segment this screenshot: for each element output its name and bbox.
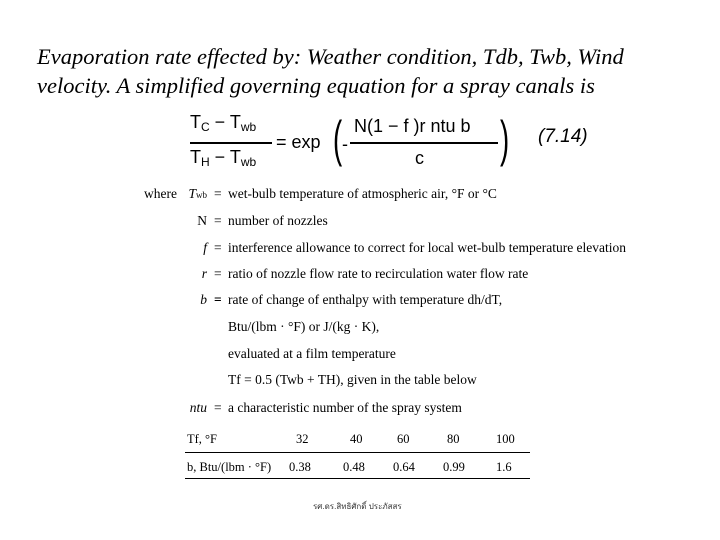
definition-f: interference allowance to correct for local wet-bulb temperature elevation <box>228 240 627 255</box>
intro-line-1: Evaporation rate effected by: Weather condition, Tdb, Twb, Wind <box>37 44 624 69</box>
right-paren: ) <box>500 111 510 167</box>
symbol-n: N <box>197 213 207 228</box>
definition-film-temperature: Tf = 0.5 (Twb + TH), given in the table below <box>228 372 477 387</box>
table-header-value: 40 <box>350 432 363 446</box>
table-cell: 1.6 <box>496 460 512 474</box>
symbol-f: f <box>203 240 207 255</box>
rhs-fraction-bar <box>350 142 498 144</box>
definition-twb: wet-bulb temperature of atmospheric air, °F or °C <box>228 186 497 201</box>
lhs-fraction-bar <box>190 142 272 144</box>
equals-sign: = <box>214 213 222 228</box>
symbol-ntu: ntu <box>189 400 207 415</box>
equation-number: (7.14) <box>538 126 588 147</box>
equals-sign: = <box>214 186 222 201</box>
where-label: where <box>144 186 177 201</box>
definition-b-units: Btu/(lbm · °F) or J/(kg · K), <box>228 319 380 334</box>
table-row-label: b, Btu/(lbm · °F) <box>187 460 272 474</box>
symbol-b: b <box>200 292 207 307</box>
definition-r: ratio of nozzle flow rate to recirculation water flow rate <box>228 266 529 281</box>
definition-b-evaluated: evaluated at a film temperature <box>228 346 396 361</box>
table-cell: 0.64 <box>393 460 415 474</box>
table-header-value: 60 <box>397 432 410 446</box>
rhs-numerator: N(1 − f )r ntu b <box>354 116 471 136</box>
definition-b: rate of change of enthalpy with temperature dh/dT, <box>228 292 503 307</box>
equals-exp: = exp <box>276 132 321 152</box>
table-rule-top <box>185 452 530 453</box>
definition-n: number of nozzles <box>228 213 328 228</box>
footer-author: รศ.ดร.สิทธิศักดิ์ ประภัสสร <box>313 502 402 511</box>
table-header-value: 80 <box>447 432 460 446</box>
left-paren: ( <box>333 111 343 167</box>
intro-line-2: velocity. A simplified governing equation for a spray canals is <box>37 73 595 98</box>
equals-sign: = <box>214 240 222 255</box>
minus-sign: - <box>342 134 348 154</box>
table-cell: 0.99 <box>443 460 465 474</box>
table-cell: 0.48 <box>343 460 365 474</box>
lhs-denominator: $T_H - T_{wb}$ <box>190 147 257 169</box>
definition-ntu: a characteristic number of the spray system <box>228 400 462 415</box>
equals-sign: = <box>214 292 222 307</box>
table-cell: 0.38 <box>289 460 311 474</box>
intro-paragraph <box>37 42 697 100</box>
equals-sign: = <box>214 266 222 281</box>
table-rule-bottom <box>185 478 530 479</box>
table-header-value: 100 <box>496 432 515 446</box>
table-header-value: 32 <box>296 432 309 446</box>
equals-sign: = <box>214 400 222 415</box>
symbol-r: r <box>201 266 207 281</box>
table-header-label: Tf, °F <box>187 432 217 446</box>
symbol-twb: Twb <box>188 186 207 201</box>
lhs-numerator: $T_C - T_{wb}$ <box>190 112 257 134</box>
rhs-denominator: c <box>415 148 424 168</box>
